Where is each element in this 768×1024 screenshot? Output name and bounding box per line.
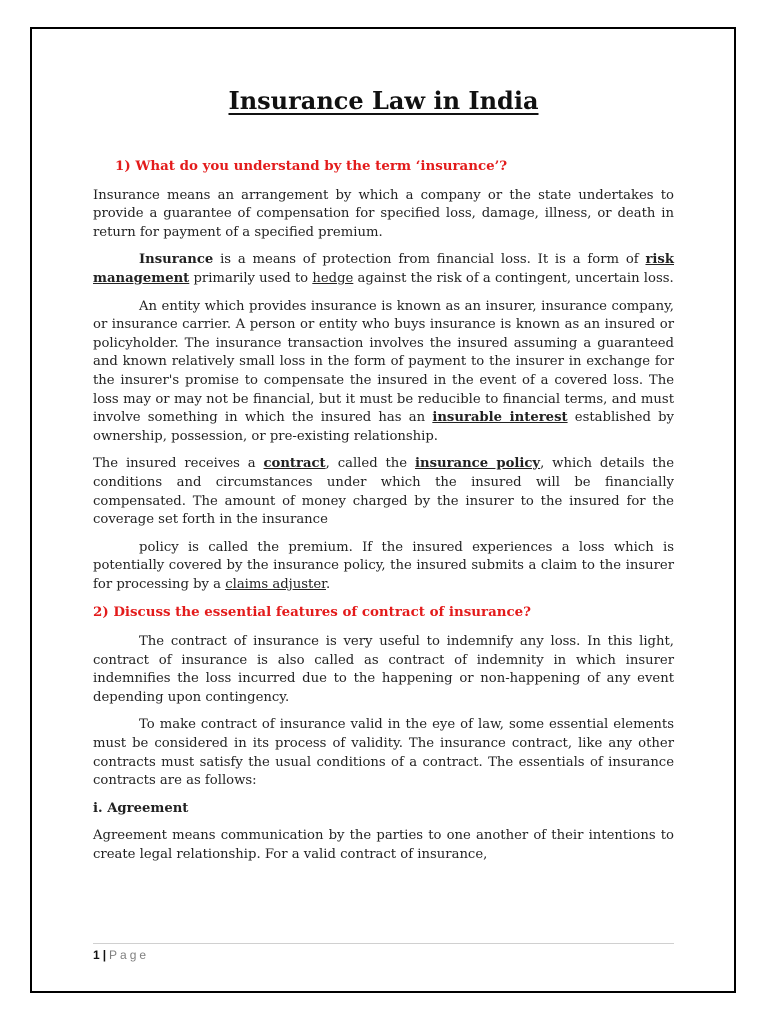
- link-risk-management[interactable]: risk management: [93, 252, 674, 286]
- paragraph-insurance-protection: [93, 251, 674, 288]
- page-label: Page: [109, 948, 150, 962]
- page-content: [93, 86, 674, 874]
- link-claims-adjuster[interactable]: claims adjuster: [225, 576, 326, 592]
- link-contract[interactable]: contract: [263, 456, 326, 472]
- paragraph-insurance-definition: Insurance means an arrangement by which a company or the state undertakes to provide a guarantee of compensation for specified loss, damage, illness, or death in return for payment of a specified premium.: [93, 187, 674, 240]
- page-number: 1: [93, 948, 100, 962]
- text-segment: , which details the conditions and circumstances under which the insured will be financially compensated. The amount of money charged by the insurer to the insured for the coverage set forth in the insurance: [93, 456, 675, 528]
- paragraph-insurance-policy: [93, 455, 674, 529]
- page-footer: [93, 948, 149, 962]
- text-segment: against the risk of a contingent, uncertain loss.: [353, 270, 674, 286]
- text-segment: , called the: [325, 456, 415, 472]
- question-2-heading: 2) Discuss the essential features of contract of insurance?: [93, 604, 532, 621]
- link-hedge[interactable]: hedge: [312, 270, 354, 286]
- text-segment: is a means of protection from financial loss. It is a form of: [213, 252, 646, 268]
- paragraph-insurer-entity: [93, 298, 674, 447]
- paragraph-agreement: Agreement means communication by the parties to one another of their intentions to create legal relationship. For a valid contract of insurance,: [93, 828, 674, 862]
- text-segment: established by ownership, possession, or pre-existing relationship.: [93, 410, 675, 444]
- paragraph-contract-indemnity: The contract of insurance is very useful to indemnify any loss. In this light, contract of insurance is also called as contract of indemnity in which insurer indemnifies the loss incurred due to the happening or non-happening of any event depending upon contingency.: [93, 634, 674, 705]
- text-segment: primarily used to: [189, 270, 313, 286]
- link-insurable-interest[interactable]: insurable interest: [432, 410, 568, 426]
- bold-term-insurance: Insurance: [139, 252, 214, 268]
- footer-separator: |: [102, 948, 107, 962]
- paragraph-premium: [93, 539, 674, 595]
- text-segment: An entity which provides insurance is known as an insurer, insurance company, or insurance carrier. A person or entity who buys insurance is known as an insured or policyholder. The insurance transaction involves the insured assuming a guaranteed and known relatively small loss in the form of payment to the insurer in exchange for the insurer's promise to compensate the insured in the event of a covered loss. The loss may or may not be financial, but it must be reducible to financial terms, and must involve something in which the insured has an: [93, 298, 674, 426]
- text-segment: .: [325, 576, 331, 592]
- paragraph-essential-elements: To make contract of insurance valid in the eye of law, some essential elements must be considered in its process of validity. The insurance contract, like any other contracts must satisfy the usual conditions of a contract. The essentials of insurance contracts are as follows:: [93, 717, 674, 789]
- document-title: Insurance Law in India: [228, 86, 539, 115]
- subheading-agreement: i. Agreement: [93, 800, 189, 816]
- footer-divider: [93, 943, 674, 944]
- text-segment: The insured receives a: [93, 456, 264, 472]
- text-segment: policy is called the premium. If the insured experiences a loss which is potentially covered by the insurance policy, the insured submits a claim to the insurer for processing by a: [93, 539, 674, 592]
- link-insurance-policy[interactable]: insurance policy: [414, 456, 541, 472]
- question-1-heading: 1) What do you understand by the term ‘insurance’?: [115, 158, 508, 174]
